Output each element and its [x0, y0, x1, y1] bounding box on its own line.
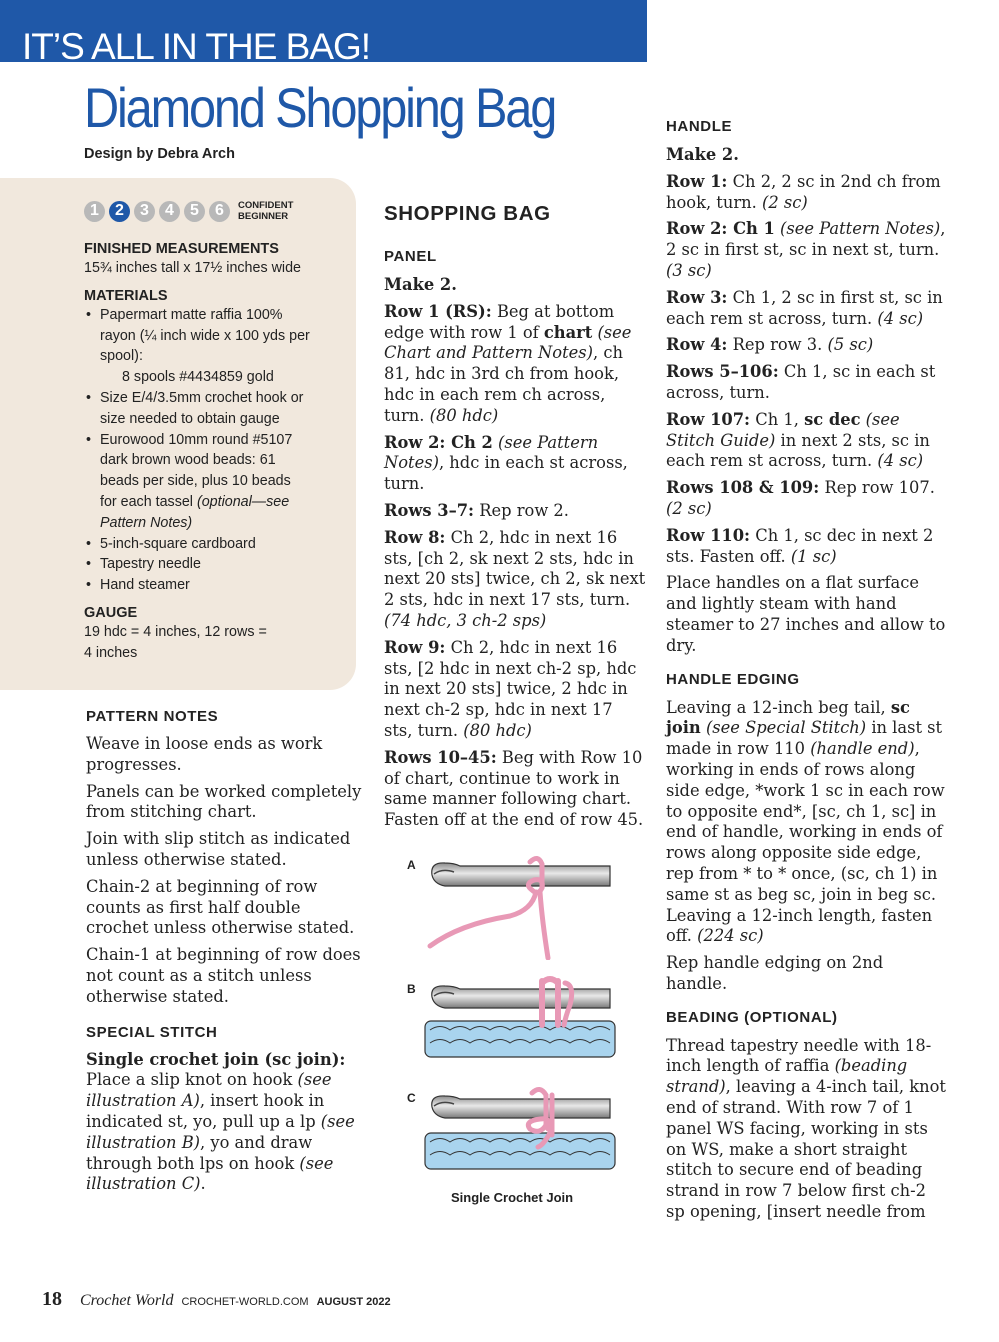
panel-row-8: Row 8: Ch 2, hdc in next 16 sts, [ch 2, sk next 2 sts, hdc in next 20 sts] twice, ch 2, sk next 2 sts, hdc in next 17 sts, turn. (74 hdc, 3 ch-2 sps) — [384, 527, 646, 630]
handle-rows-5-106: Rows 5–106: Ch 1, sc in each st across, turn. — [666, 362, 936, 402]
skill-level-2-active: 2 — [109, 201, 130, 222]
gauge-text: 19 hdc = 4 inches, 12 rows = 4 inches — [84, 623, 267, 661]
skill-level — [84, 200, 344, 222]
special-stitch-heading: SPECIAL STITCH — [86, 1023, 218, 1041]
illustration-a-label: A — [407, 858, 416, 872]
note-1: Weave in loose ends as work progresses. — [86, 734, 323, 774]
info-box — [0, 178, 356, 690]
byline: Design by Debra Arch — [84, 146, 235, 162]
illustration-b — [420, 975, 620, 1065]
panel-heading: PANEL — [384, 248, 437, 265]
panel-make: Make 2. — [384, 275, 457, 294]
handle-rows-108-109: Rows 108 & 109: Rep row 107. (2 sc) — [666, 478, 935, 518]
skill-level-1: 1 — [84, 201, 105, 222]
series-title: IT’S ALL IN THE BAG! — [22, 26, 371, 67]
panel-row-1: Row 1 (RS): Beg at bottom edge with row 1 of chart (see Chart and Pattern Notes), ch 81, hdc in 3rd ch from hook, hdc in each rem ch across, turn. (80 hdc) — [384, 301, 632, 425]
note-2: Panels can be worked completely from stitching chart. — [86, 781, 362, 822]
shopping-bag-column — [384, 202, 646, 831]
panel-rows-3-7: Rows 3–7: Rep row 2. — [384, 500, 569, 520]
page-footer — [42, 1288, 391, 1311]
illustration-c-label: C — [407, 1091, 416, 1105]
handle-edging-heading: HANDLE EDGING — [666, 670, 800, 688]
page-number: 18 — [42, 1288, 62, 1310]
measurements-heading: FINISHED MEASUREMENTS — [84, 241, 279, 257]
illustration-caption: Single Crochet Join — [451, 1190, 574, 1205]
measurements-text: 15¾ inches tall x 17½ inches wide — [84, 260, 301, 276]
illustration-c — [420, 1085, 620, 1175]
skill-level-6: 6 — [209, 201, 230, 222]
skill-label-line1: CONFIDENT — [238, 200, 294, 211]
gauge-heading: GAUGE — [84, 604, 138, 621]
handle-heading: HANDLE — [666, 118, 733, 135]
material-cardboard: • 5-inch-square cardboard — [84, 534, 344, 555]
handle-row-3: Row 3: Ch 1, 2 sc in first st, sc in each rem st across, turn. (4 sc) — [666, 287, 943, 328]
panel-row-2: Row 2: Ch 2 (see Pattern Notes), hdc in each st across, turn. — [384, 432, 628, 494]
shopping-bag-heading: SHOPPING BAG — [384, 202, 551, 225]
handle-edging-text: Leaving a 12-inch beg tail, sc join (see Special Stitch) in last st made in row 110 (handle end), working in ends of rows along side edge, *work 1 sc in each row to opposite end*, [sc, ch 1, sc] in end of handle, working in ends of rows along opposite side edge, rep from * to * once, (sc, ch 1) in same st as beg sc, join in beg sc. Leaving a 12-inch length, fasten off. (224 sc) — [666, 697, 945, 946]
material-raffia-spools: 8 spools #4434859 gold — [122, 369, 274, 386]
skill-level-3: 3 — [134, 201, 155, 222]
pattern-notes-column — [86, 708, 368, 1195]
materials-list — [84, 305, 344, 596]
illustration-a — [420, 850, 620, 960]
issue-date: AUGUST 2022 — [316, 1296, 391, 1308]
pattern-notes-heading: PATTERN NOTES — [86, 708, 219, 725]
handle-steam-text: Place handles on a flat surface and lightly steam with hand steamer to 27 inches and allow to dry. — [666, 573, 946, 655]
illustration-b-label: B — [407, 982, 416, 996]
handle-row-1: Row 1: Ch 2, 2 sc in 2nd ch from hook, turn. (2 sc) — [666, 171, 941, 212]
special-stitch-text: Single crochet join (sc join): Place a slip knot on hook (see illustration A), insert hook in indicated st, yo, pull up a lp (see illustration B), yo and draw through both lps on hook (see illustration C). — [86, 1049, 355, 1194]
materials-heading: MATERIALS — [84, 287, 168, 304]
note-5: Chain-1 at beginning of row does not count as a stitch unless otherwise stated. — [86, 945, 361, 1006]
panel-rows-10-45: Rows 10–45: Beg with Row 10 of chart, continue to work in same manner following chart. Fasten off at the end of row 45. — [384, 747, 644, 830]
note-3: Join with slip stitch as indicated unless otherwise stated. — [86, 829, 351, 869]
material-raffia: • Papermart matte raffia 100% rayon (¼ inch wide x 100 yds per spool): — [84, 305, 344, 367]
handle-edging-repeat: Rep handle edging on 2nd handle. — [666, 953, 884, 993]
handle-make: Make 2. — [666, 145, 739, 164]
handle-row-107: Row 107: Ch 1, sc dec (see Stitch Guide) in next 2 sts, sc in each rem st across, turn. (4 sc) — [666, 409, 930, 471]
handle-row-4: Row 4: Rep row 3. (5 sc) — [666, 335, 874, 355]
beading-heading: BEADING (OPTIONAL) — [666, 1008, 838, 1026]
skill-level-4: 4 — [159, 201, 180, 222]
magazine-name: Crochet World — [80, 1292, 174, 1309]
handle-row-2: Row 2: Ch 1 (see Pattern Notes), 2 sc in first st, sc in next st, turn. (3 sc) — [666, 219, 946, 280]
magazine-website: CROCHET-WORLD.COM — [181, 1296, 309, 1308]
skill-level-5: 5 — [184, 201, 205, 222]
material-beads: • Eurowood 10mm round #5107 dark brown wood beads: 61 beads per side, plus 10 beads for each tassel (optional—see Pattern Notes) — [84, 430, 344, 534]
skill-level-label — [238, 200, 293, 222]
note-4: Chain-2 at beginning of row counts as first half double crochet unless otherwise stated. — [86, 876, 355, 938]
panel-row-9: Row 9: Ch 2, hdc in next 16 sts, [2 hdc in next ch-2 sp, hdc in next 20 sts] twice, 2 hdc in next ch-2 sp, hdc in next 17 sts, turn. (80 hdc) — [384, 637, 637, 740]
handle-column — [666, 118, 946, 1223]
beading-text: Thread tapestry needle with 18-inch length of raffia (beading strand), leaving a 4-inch tail, knot end of strand. With row 7 of 1 panel WS facing, working in sts on WS, make a short straight stitch to secure end of beading strand in row 7 below first ch-2 sp opening, [insert needle from — [666, 1035, 946, 1222]
handle-row-110: Row 110: Ch 1, sc dec in next 2 sts. Fasten off. (1 sc) — [666, 525, 934, 566]
material-hook: • Size E/4/3.5mm crochet hook or size needed to obtain gauge — [84, 388, 344, 430]
material-steamer: • Hand steamer — [84, 575, 344, 596]
material-needle: • Tapestry needle — [84, 554, 344, 575]
skill-label-line2: BEGINNER — [238, 211, 289, 222]
page-title: Diamond Shopping Bag — [84, 76, 556, 139]
